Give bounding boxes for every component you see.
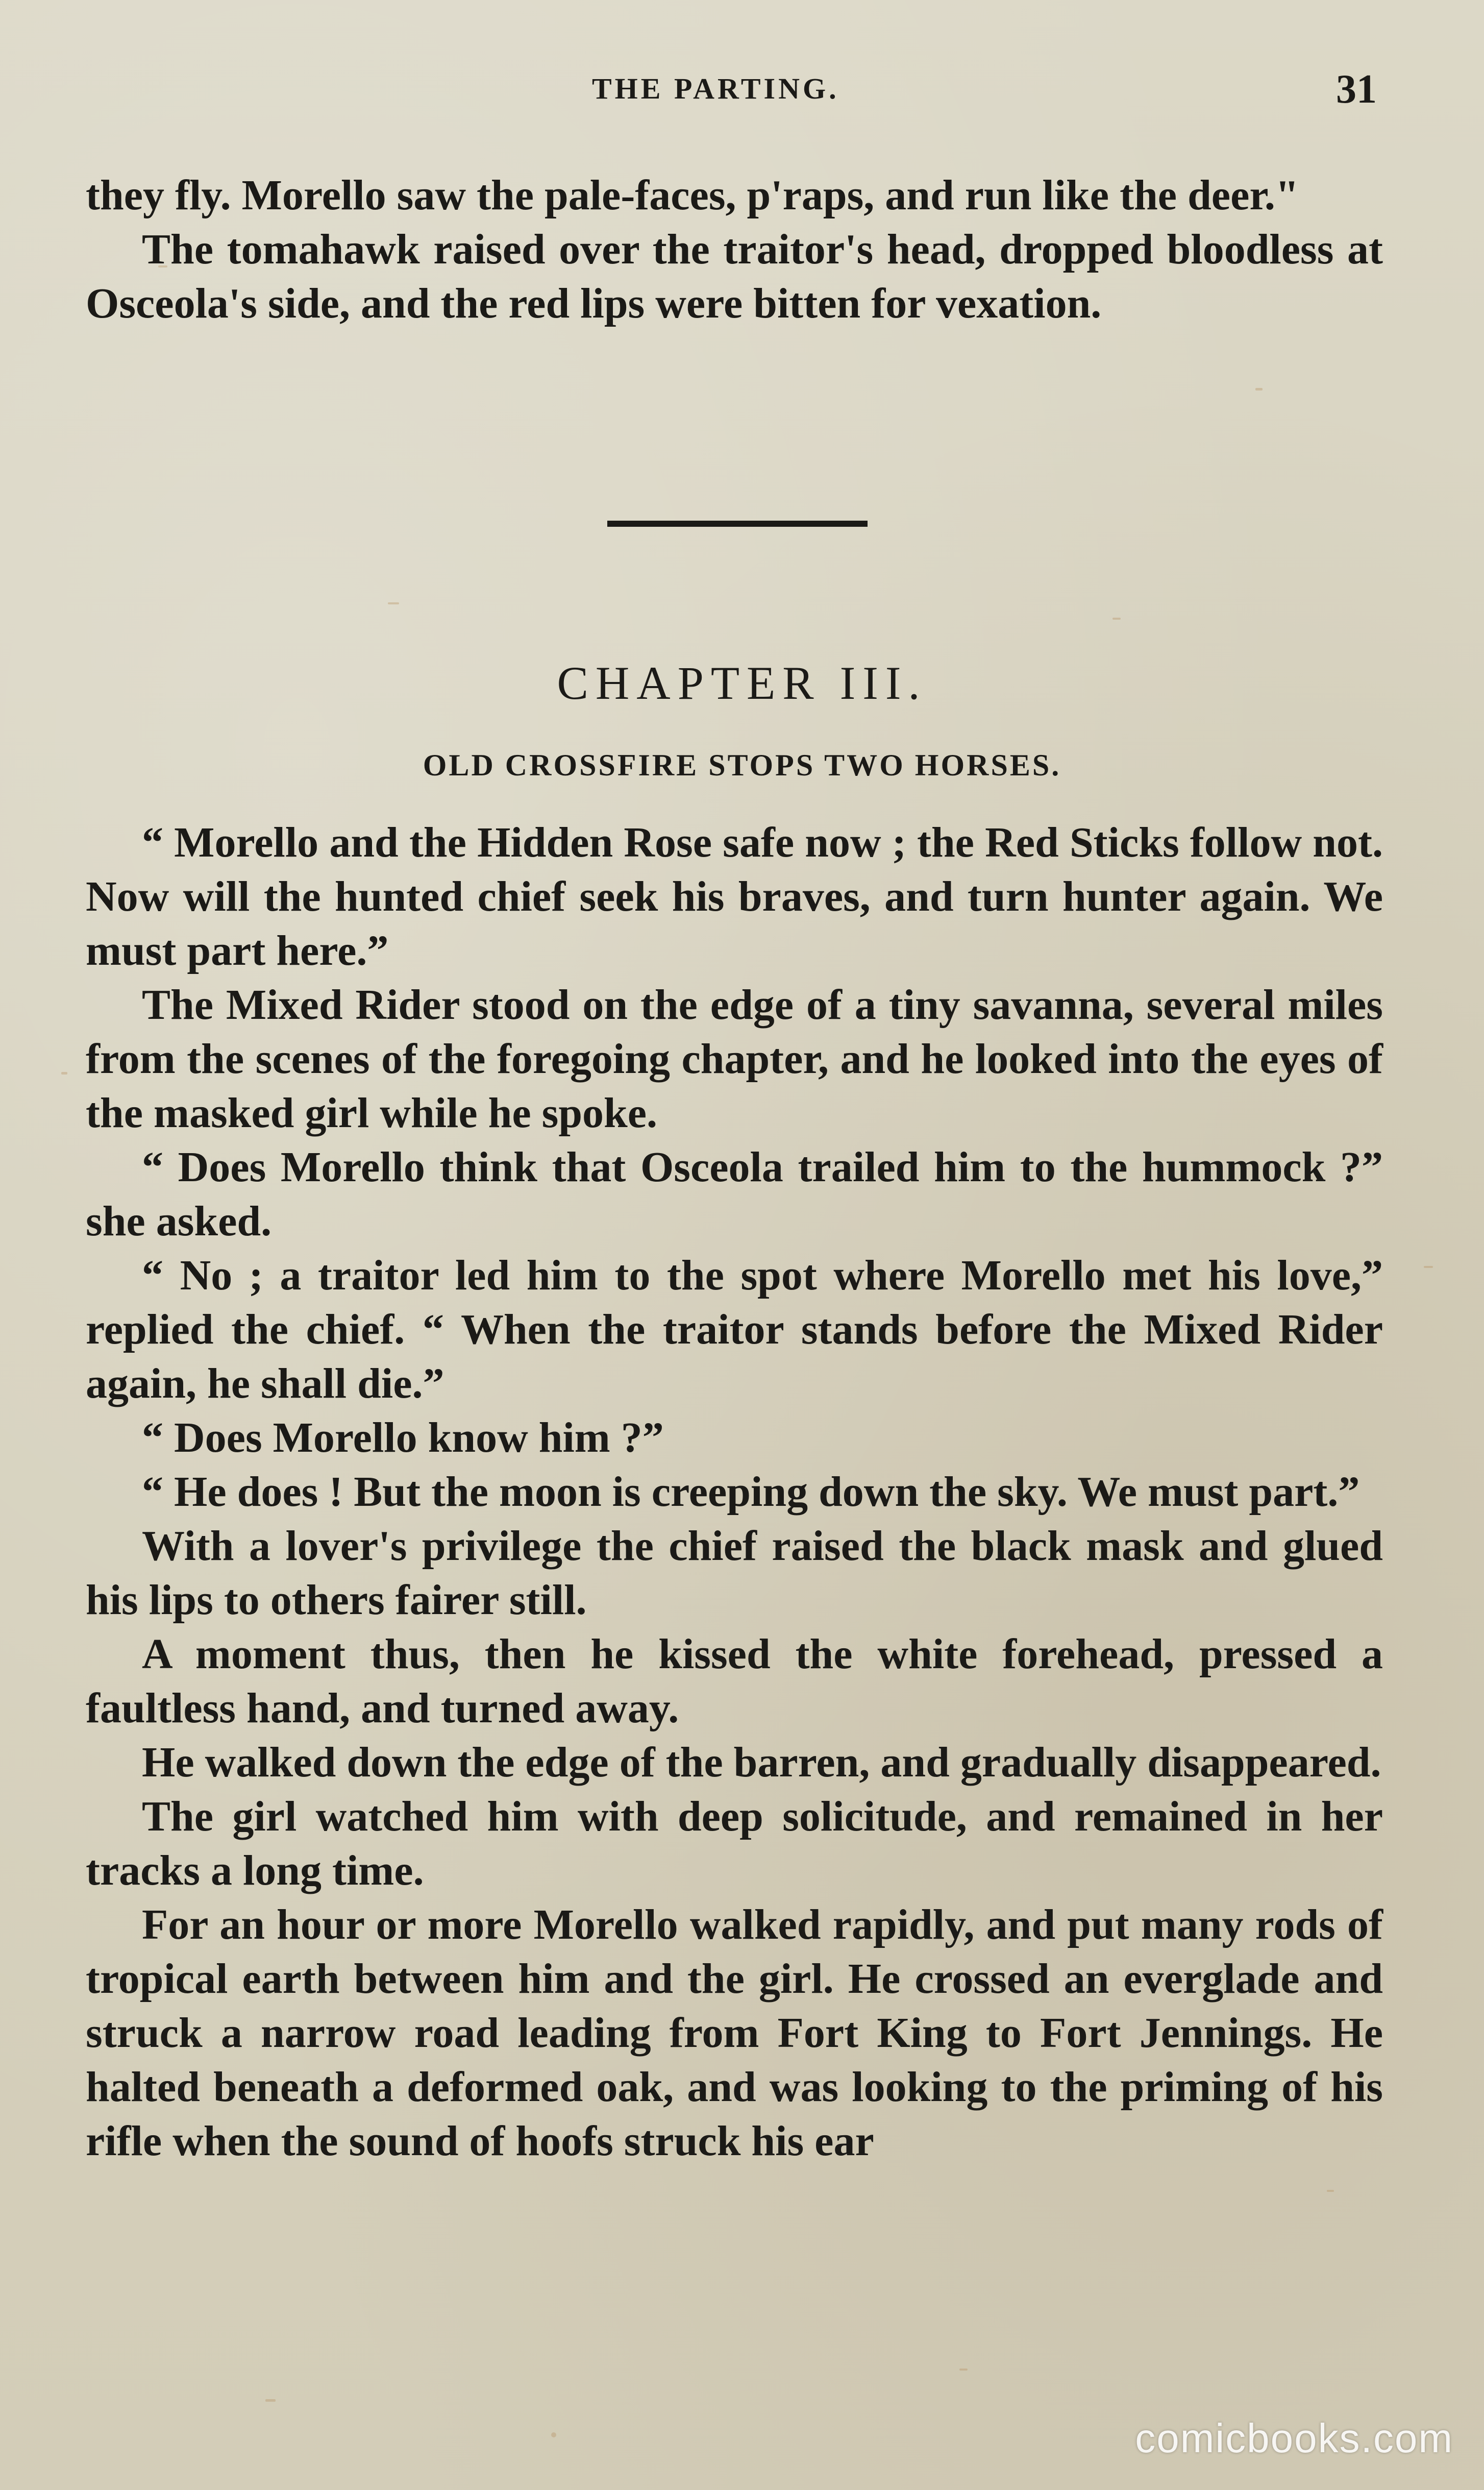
paragraph: “ Does Morello think that Osceola trailed him to the hummock ?” she asked.: [86, 1143, 1383, 1245]
top-text-block: [86, 168, 1383, 331]
paragraph: The girl watched him with deep solicitude, and remained in her tracks a long time.: [86, 1793, 1383, 1894]
paragraph: The tomahawk raised over the traitor's head, dropped bloodless at Osceola's side, and the red lips were bitten for vexation.: [86, 226, 1383, 327]
paper-speck: [265, 2399, 276, 2402]
running-head: [0, 67, 1484, 112]
paragraph: For an hour or more Morello walked rapidly, and put many rods of tropical earth between him and the girl. He crossed an everglade and struck a narrow road leading from Fort King to Fort Jennings. He halted beneath a deformed oak, and was looking to the priming of his rifle when the sound of hoofs struck his ear: [86, 1901, 1383, 2165]
paragraph: “ Does Morello know him ?”: [142, 1414, 664, 1461]
chapter-text-block: [86, 816, 1383, 2168]
paragraph: they fly. Morello saw the pale-faces, p'raps, and run like the deer.": [86, 172, 1299, 219]
paragraph: “ He does ! But the moon is creeping down the sky. We must part.”: [142, 1468, 1360, 1516]
paper-speck: [959, 2369, 968, 2371]
paragraph: “ Morello and the Hidden Rose safe now ; the Red Sticks follow not. Now will the hunted chief seek his braves, and turn hunter again. We must part here.”: [86, 819, 1383, 974]
paper-speck: [1327, 2190, 1334, 2192]
paper-speck: [61, 1072, 67, 1075]
paragraph: “ No ; a traitor led him to the spot where Morello met his love,” replied the chief. “ When the traitor stands before the Mixed Rider again, he shall die.”: [86, 1252, 1383, 1407]
section-divider: [607, 521, 868, 527]
paper-speck: [551, 2432, 556, 2437]
paragraph: A moment thus, then he kissed the white forehead, pressed a faultless hand, and turned away.: [86, 1630, 1383, 1732]
chapter-subtitle: OLD CROSSFIRE STOPS TWO HORSES.: [423, 748, 1061, 782]
page-number: 31: [1336, 67, 1377, 112]
paragraph: He walked down the edge of the barren, and gradually disappeared.: [142, 1739, 1381, 1786]
paper-speck: [1255, 388, 1263, 390]
paper-speck: [1424, 1266, 1433, 1268]
running-head-title: THE PARTING.: [592, 72, 839, 105]
paper-speck: [388, 602, 399, 604]
paragraph: The Mixed Rider stood on the edge of a tiny savanna, several miles from the scenes of the foregoing chapter, and he looked into the eyes of the masked girl while he spoke.: [86, 981, 1383, 1137]
watermark: comicbooks.com: [1135, 2415, 1453, 2461]
paragraph: With a lover's privilege the chief raised the black mask and glued his lips to others fairer still.: [86, 1522, 1383, 1624]
paper-speck: [1112, 618, 1121, 620]
chapter-heading: CHAPTER III.: [557, 657, 927, 709]
